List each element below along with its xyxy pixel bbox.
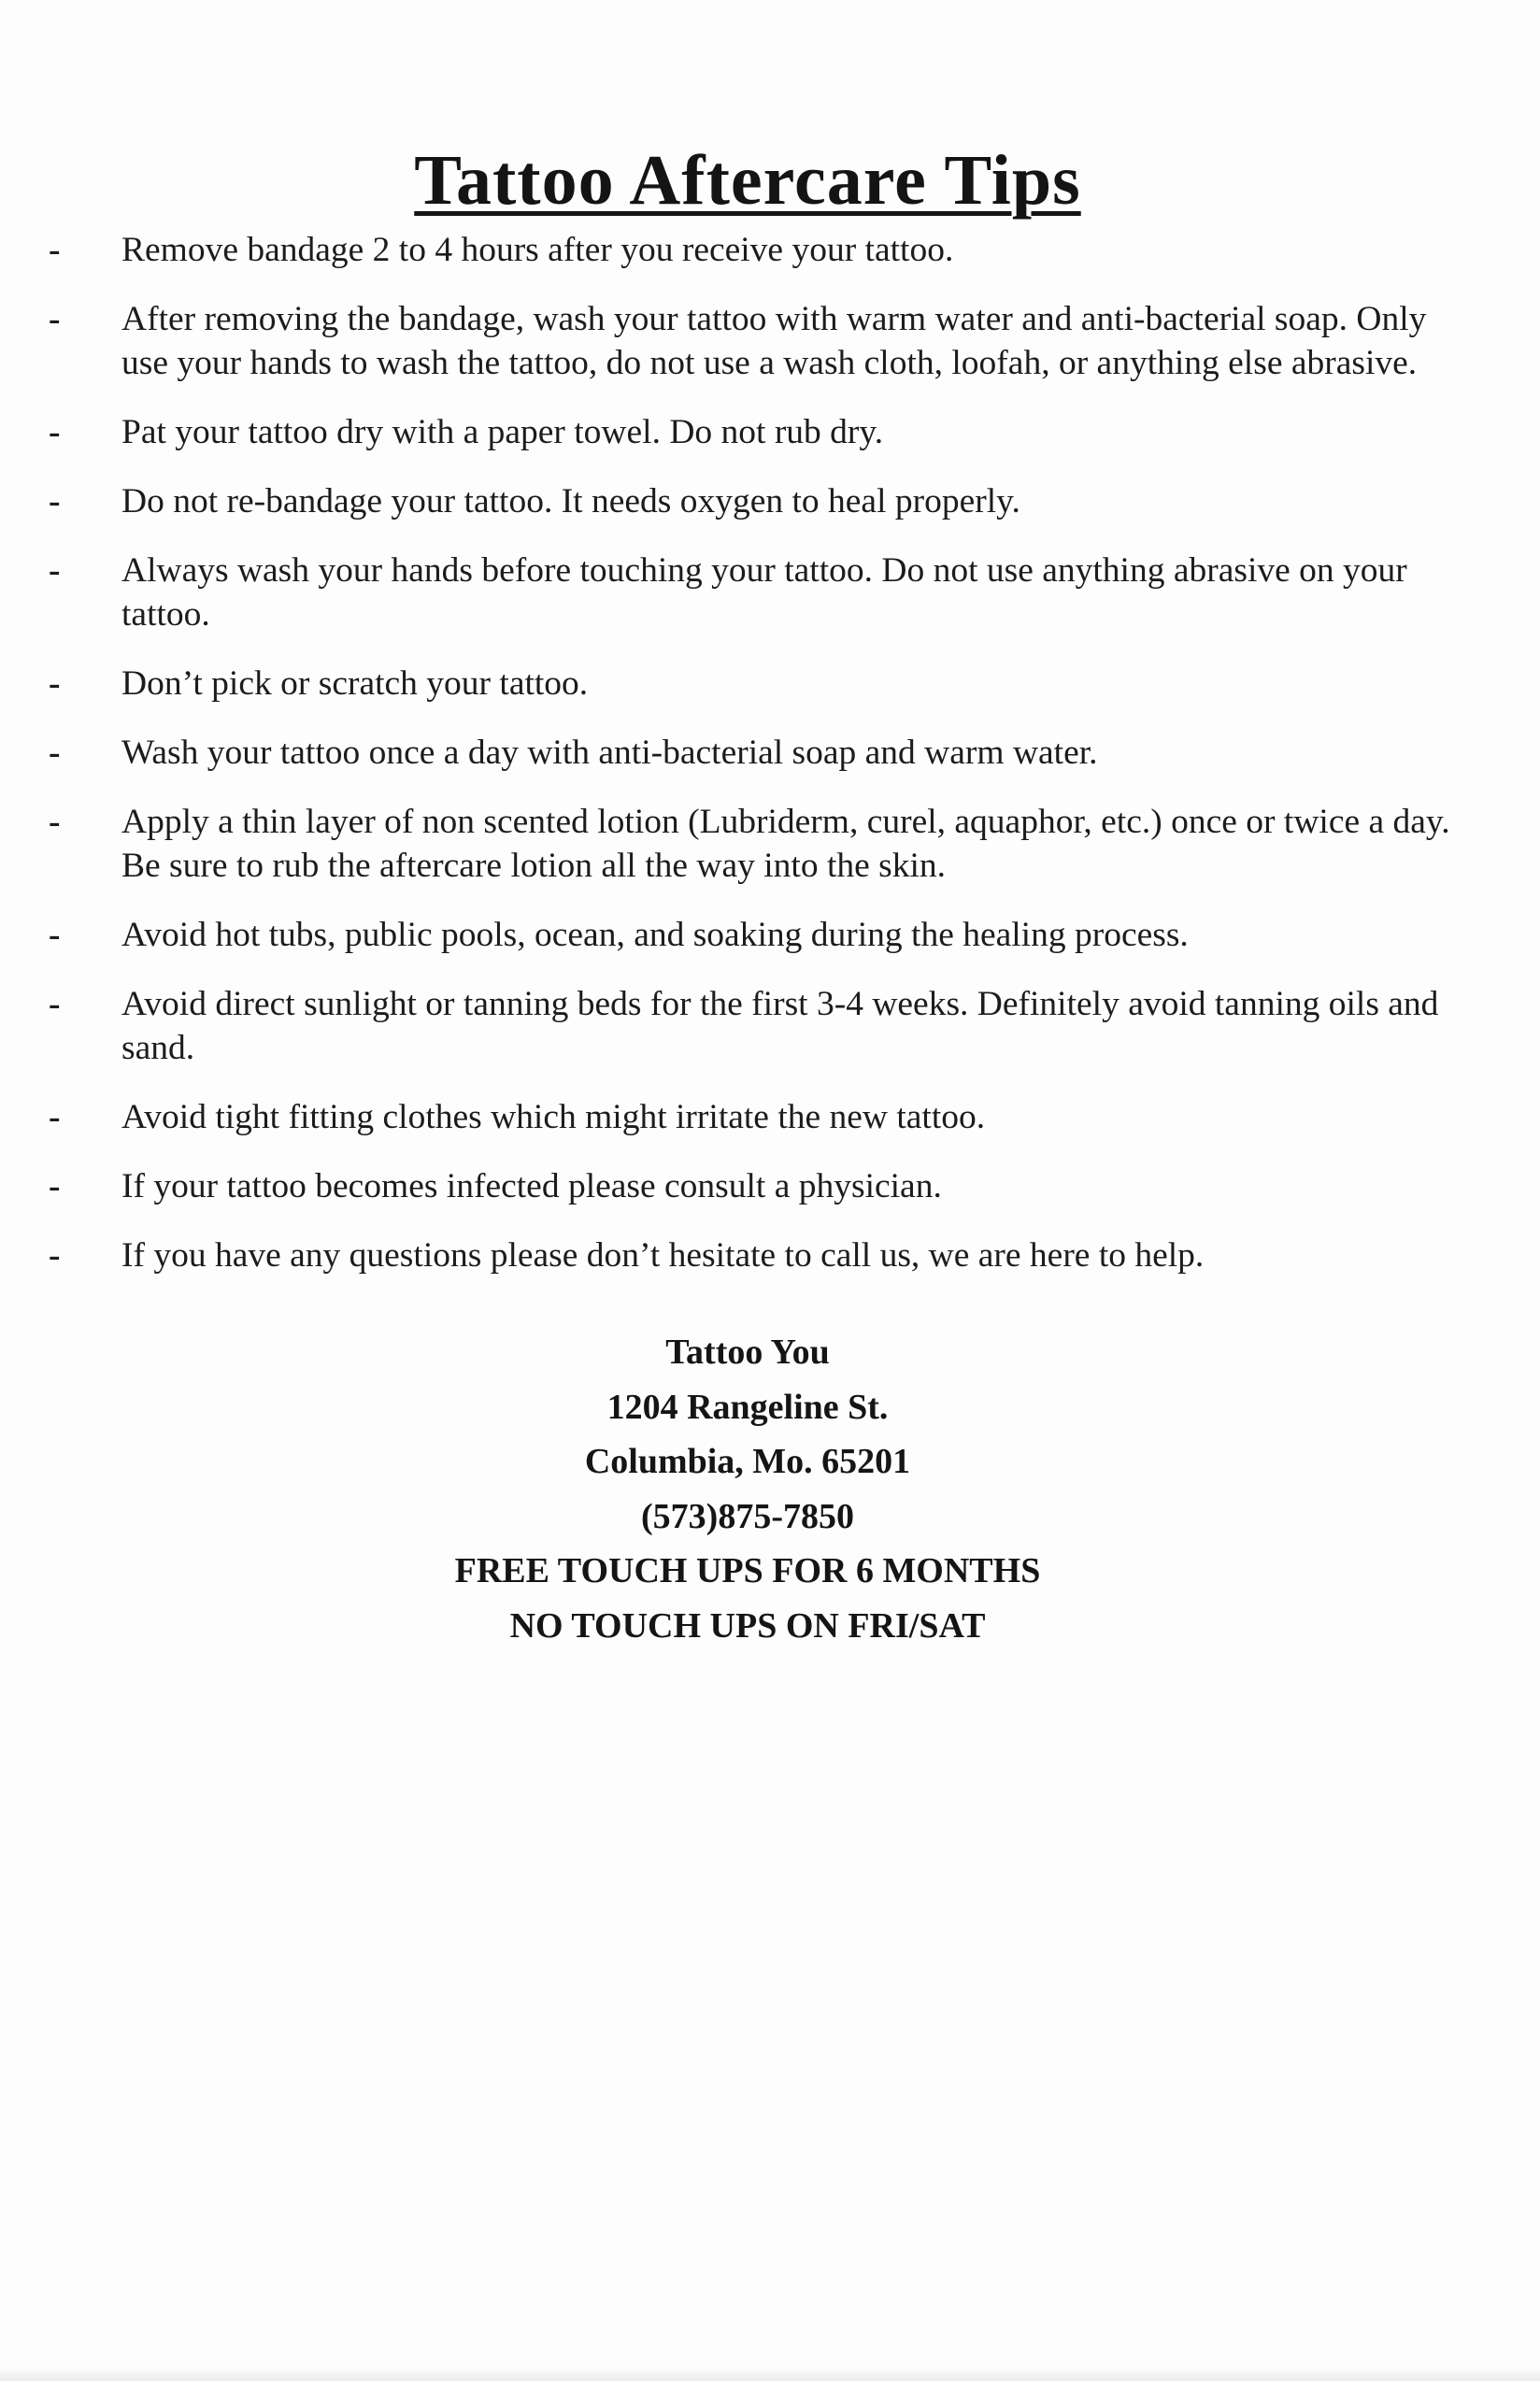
tip-item xyxy=(0,297,1476,385)
tip-item xyxy=(0,1095,1476,1139)
tip-text: If your tattoo becomes infected please consult a physician. xyxy=(121,1167,942,1205)
tip-text: Avoid direct sunlight or tanning beds for the first 3-4 weeks. Definitely avoid tanning oils and sand. xyxy=(121,985,1439,1067)
tip-text: After removing the bandage, wash your tattoo with warm water and anti-bacterial soap. Only use your hands to wash the tattoo, do not use a wash cloth, loofah, or anything else abrasive. xyxy=(121,300,1427,382)
bullet-dash: - xyxy=(49,413,61,451)
shop-phone: (573)875-7850 xyxy=(641,1496,854,1536)
shop-contact-block xyxy=(0,1325,1495,1653)
bullet-dash: - xyxy=(49,734,61,772)
shop-street: 1204 Rangeline St. xyxy=(606,1387,889,1427)
tip-item xyxy=(0,549,1476,636)
notice-text: NO TOUCH UPS ON FRI/SAT xyxy=(509,1605,986,1646)
tip-text: If you have any questions please don’t hesitate to call us, we are here to help. xyxy=(121,1236,1205,1275)
bullet-dash: - xyxy=(49,916,61,954)
shop-name: Tattoo You xyxy=(665,1333,830,1372)
promo-text: FREE TOUCH UPS FOR 6 MONTHS xyxy=(454,1551,1041,1590)
tip-text: Always wash your hands before touching your tattoo. Do not use anything abrasive on your tattoo. xyxy=(121,551,1407,634)
tip-text: Wash your tattoo once a day with anti-bacterial soap and warm water. xyxy=(121,734,1098,772)
tip-text: Pat your tattoo dry with a paper towel. Do not rub dry. xyxy=(121,413,884,451)
tip-item xyxy=(0,1233,1476,1277)
tip-text: Avoid tight fitting clothes which might irritate the new tattoo. xyxy=(121,1098,986,1136)
bullet-dash: - xyxy=(49,1098,61,1136)
tip-item xyxy=(0,479,1476,523)
bullet-dash: - xyxy=(49,551,61,590)
tip-item xyxy=(0,662,1476,706)
bullet-dash: - xyxy=(49,300,61,338)
tips-list xyxy=(0,228,1540,1303)
bullet-dash: - xyxy=(49,985,61,1023)
tip-text: Don’t pick or scratch your tattoo. xyxy=(121,664,589,703)
scan-edge-shadow xyxy=(0,2368,1540,2381)
bullet-dash: - xyxy=(49,1167,61,1205)
bullet-dash: - xyxy=(49,803,61,841)
tip-item xyxy=(0,410,1476,454)
tip-text: Do not re-bandage your tattoo. It needs oxygen to heal properly. xyxy=(121,482,1020,520)
bullet-dash: - xyxy=(49,482,61,520)
tip-text: Avoid hot tubs, public pools, ocean, and soaking during the healing process. xyxy=(121,916,1189,954)
tip-text: Apply a thin layer of non scented lotion (Lubriderm, curel, aquaphor, etc.) once or twice a day. Be sure to rub the aftercare lotion all the way into the skin. xyxy=(121,803,1450,885)
tip-item xyxy=(0,731,1476,775)
tip-item xyxy=(0,913,1476,957)
shop-city: Columbia, Mo. 65201 xyxy=(584,1442,911,1481)
bullet-dash: - xyxy=(49,231,61,269)
tip-item xyxy=(0,228,1476,272)
tip-item xyxy=(0,982,1476,1070)
page-title: Tattoo Aftercare Tips xyxy=(414,141,1081,220)
tip-item xyxy=(0,1164,1476,1208)
tip-item xyxy=(0,800,1476,888)
bullet-dash: - xyxy=(49,1236,61,1275)
bullet-dash: - xyxy=(49,664,61,703)
tip-text: Remove bandage 2 to 4 hours after you receive your tattoo. xyxy=(121,231,954,269)
